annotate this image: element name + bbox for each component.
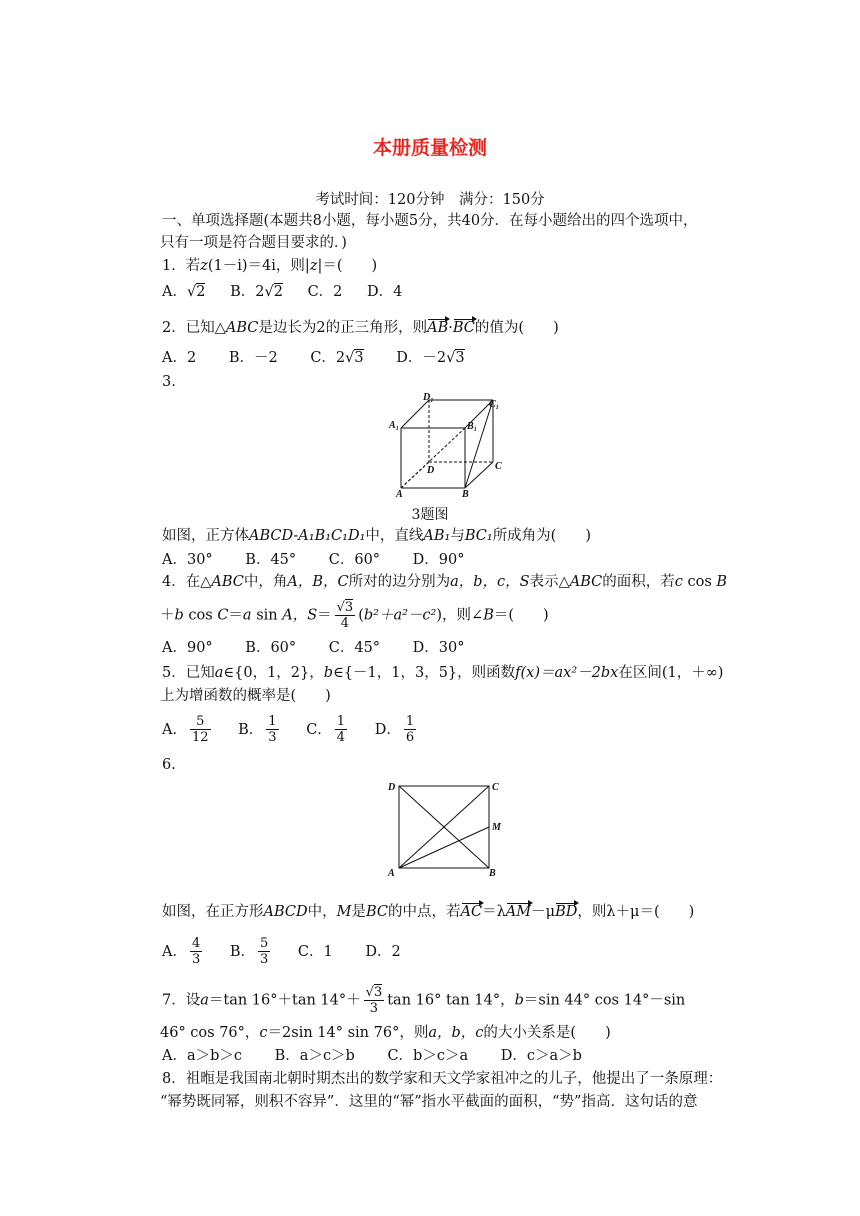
q5-option-a: A． $\frac{5}{12}$ — [162, 714, 209, 745]
cube-label-c: C — [495, 461, 502, 472]
q4-option-d: D．30° — [412, 640, 465, 656]
cube-label-a1: A₁ — [389, 420, 400, 431]
q1-stem: 1．若z(1－i)＝4i，则|z|＝( ) — [162, 258, 378, 274]
q3-option-c: C．60° — [328, 552, 381, 568]
q5-option-c: C． $\frac{1}{4}$ — [306, 714, 346, 745]
q7-option-d: D．c＞a＞b — [500, 1048, 582, 1064]
q2-option-c: C．2√3 — [310, 350, 364, 366]
q6-option-a: A． $\frac{4}{3}$ — [162, 936, 201, 967]
q6-option-d: D．2 — [365, 943, 401, 960]
q7-option-a: A．a＞b＞c — [162, 1048, 243, 1064]
vector-am: AM — [505, 904, 532, 920]
q5-stem-line-1: 5．已知a∈{0，1，2}，b∈{－1，1，3，5}，则函数f(x)＝ax²－2bx在区间(1，＋∞) — [162, 665, 724, 681]
cube-label-a: A — [396, 489, 403, 500]
section-heading-line-1: 一、单项选择题(本题共8小题，每小题5分，共40分．在每小题给出的四个选项中， — [162, 213, 698, 229]
q3-option-a: A．30° — [162, 552, 213, 568]
q4-options — [162, 638, 465, 658]
q1-options — [162, 282, 402, 302]
q7-stem-line-2: 46° cos 76°，c＝2sin 14° sin 76°，则a，b，c的大小关系是( ) — [160, 1025, 611, 1041]
q2-options — [162, 348, 465, 368]
q6-option-c: C．1 — [297, 943, 333, 960]
cube-label-d: D — [427, 465, 435, 476]
q7-stem-line-1: 7．设a＝tan 16°＋tan 14°＋ $\frac{√3}{3}$ tan 16° tan 14°，b＝sin 44° cos 14°－sin — [162, 985, 686, 1016]
q4-fraction: $\frac{√3}{4}$ — [336, 600, 354, 631]
q3-options — [162, 550, 465, 570]
q5-stem-line-2: 上为增函数的概率是( ) — [160, 688, 331, 704]
q3-option-b: B．45° — [245, 552, 297, 568]
q2-option-a: A．2 — [162, 350, 197, 366]
q4-option-c: C．45° — [328, 640, 381, 656]
q2-option-d: D．－2√3 — [396, 350, 465, 366]
q7-fraction: $\frac{√3}{3}$ — [365, 985, 383, 1016]
q6-number: 6. — [162, 757, 176, 773]
cube-label-b1: B₁ — [467, 421, 478, 432]
vector-ac: AC — [460, 904, 483, 920]
q3-option-d: D．90° — [412, 552, 465, 568]
square-figure — [385, 778, 505, 880]
q4-stem-line-2: ＋b cos C＝a sin A，S＝ $\frac{√3}{4}$ (b²＋a²－c²)，则∠B＝( ) — [160, 600, 549, 631]
cube-figure — [385, 392, 515, 502]
q3-number: 3. — [162, 374, 176, 390]
section-heading-line-2: 只有一项是符合题目要求的．) — [160, 235, 347, 251]
q1-option-c: C．2 — [307, 284, 343, 300]
q4-option-a: A．90° — [162, 640, 213, 656]
q4-stem-line-1: 4．在△ABC中，角A，B，C所对的边分别为a，b，c，S表示△ABC的面积，若c cos B — [162, 574, 728, 590]
square-label-a: A — [388, 868, 395, 879]
q7-option-c: C．b＞c＞a — [387, 1048, 469, 1064]
page-title: 本册质量检测 — [372, 137, 487, 159]
vector-bd: BD — [555, 904, 578, 920]
q1-option-d: D．4 — [367, 284, 403, 300]
q7-options — [162, 1046, 582, 1066]
q5-option-b: B． $\frac{1}{3}$ — [238, 714, 277, 745]
q2-stem: 2．已知△ABC是边长为2的正三角形，则AB·BC的值为( ) — [162, 320, 559, 336]
q5-options — [162, 714, 419, 745]
square-label-c: C — [492, 782, 499, 793]
q2-option-b: B．－2 — [228, 350, 278, 366]
square-label-d: D — [388, 782, 396, 793]
q6-option-b: B． $\frac{5}{3}$ — [229, 936, 269, 967]
q3-stem: 如图，正方体ABCD-A₁B₁C₁D₁中，直线AB₁与BC₁所成角为( ) — [162, 528, 592, 544]
exam-info: 考试时间：120分钟 满分：150分 — [315, 192, 545, 208]
cube-label-c1: C₁ — [489, 399, 500, 410]
vector-ab: AB — [427, 320, 449, 336]
q5-option-d: D． $\frac{1}{6}$ — [374, 714, 415, 745]
q6-options — [162, 936, 401, 967]
q1-option-a: A．√2 — [162, 284, 206, 300]
q8-stem-line-2: “幂势既同幂，则积不容异”．这里的“幂”指水平截面的面积，“势”指高．这句话的意 — [160, 1094, 698, 1110]
square-label-b: B — [489, 868, 496, 879]
square-label-m: M — [492, 822, 501, 833]
cube-label-b: B — [462, 489, 469, 500]
q8-stem-line-1: 8．祖暅是我国南北朝时期杰出的数学家和天文学家祖冲之的儿子，他提出了一条原理： — [162, 1071, 723, 1087]
q7-option-b: B．a＞c＞b — [274, 1048, 355, 1064]
vector-bc: BC — [452, 320, 475, 336]
q6-stem: 如图，在正方形ABCD中，M是BC的中点，若AC＝λAM－μBD，则λ＋μ＝( ) — [162, 904, 695, 920]
figure-caption: 3题图 — [411, 507, 449, 523]
q4-option-b: B．60° — [245, 640, 297, 656]
cube-label-d1: D₁ — [423, 392, 434, 403]
q1-option-b: B．2√2 — [230, 284, 283, 300]
